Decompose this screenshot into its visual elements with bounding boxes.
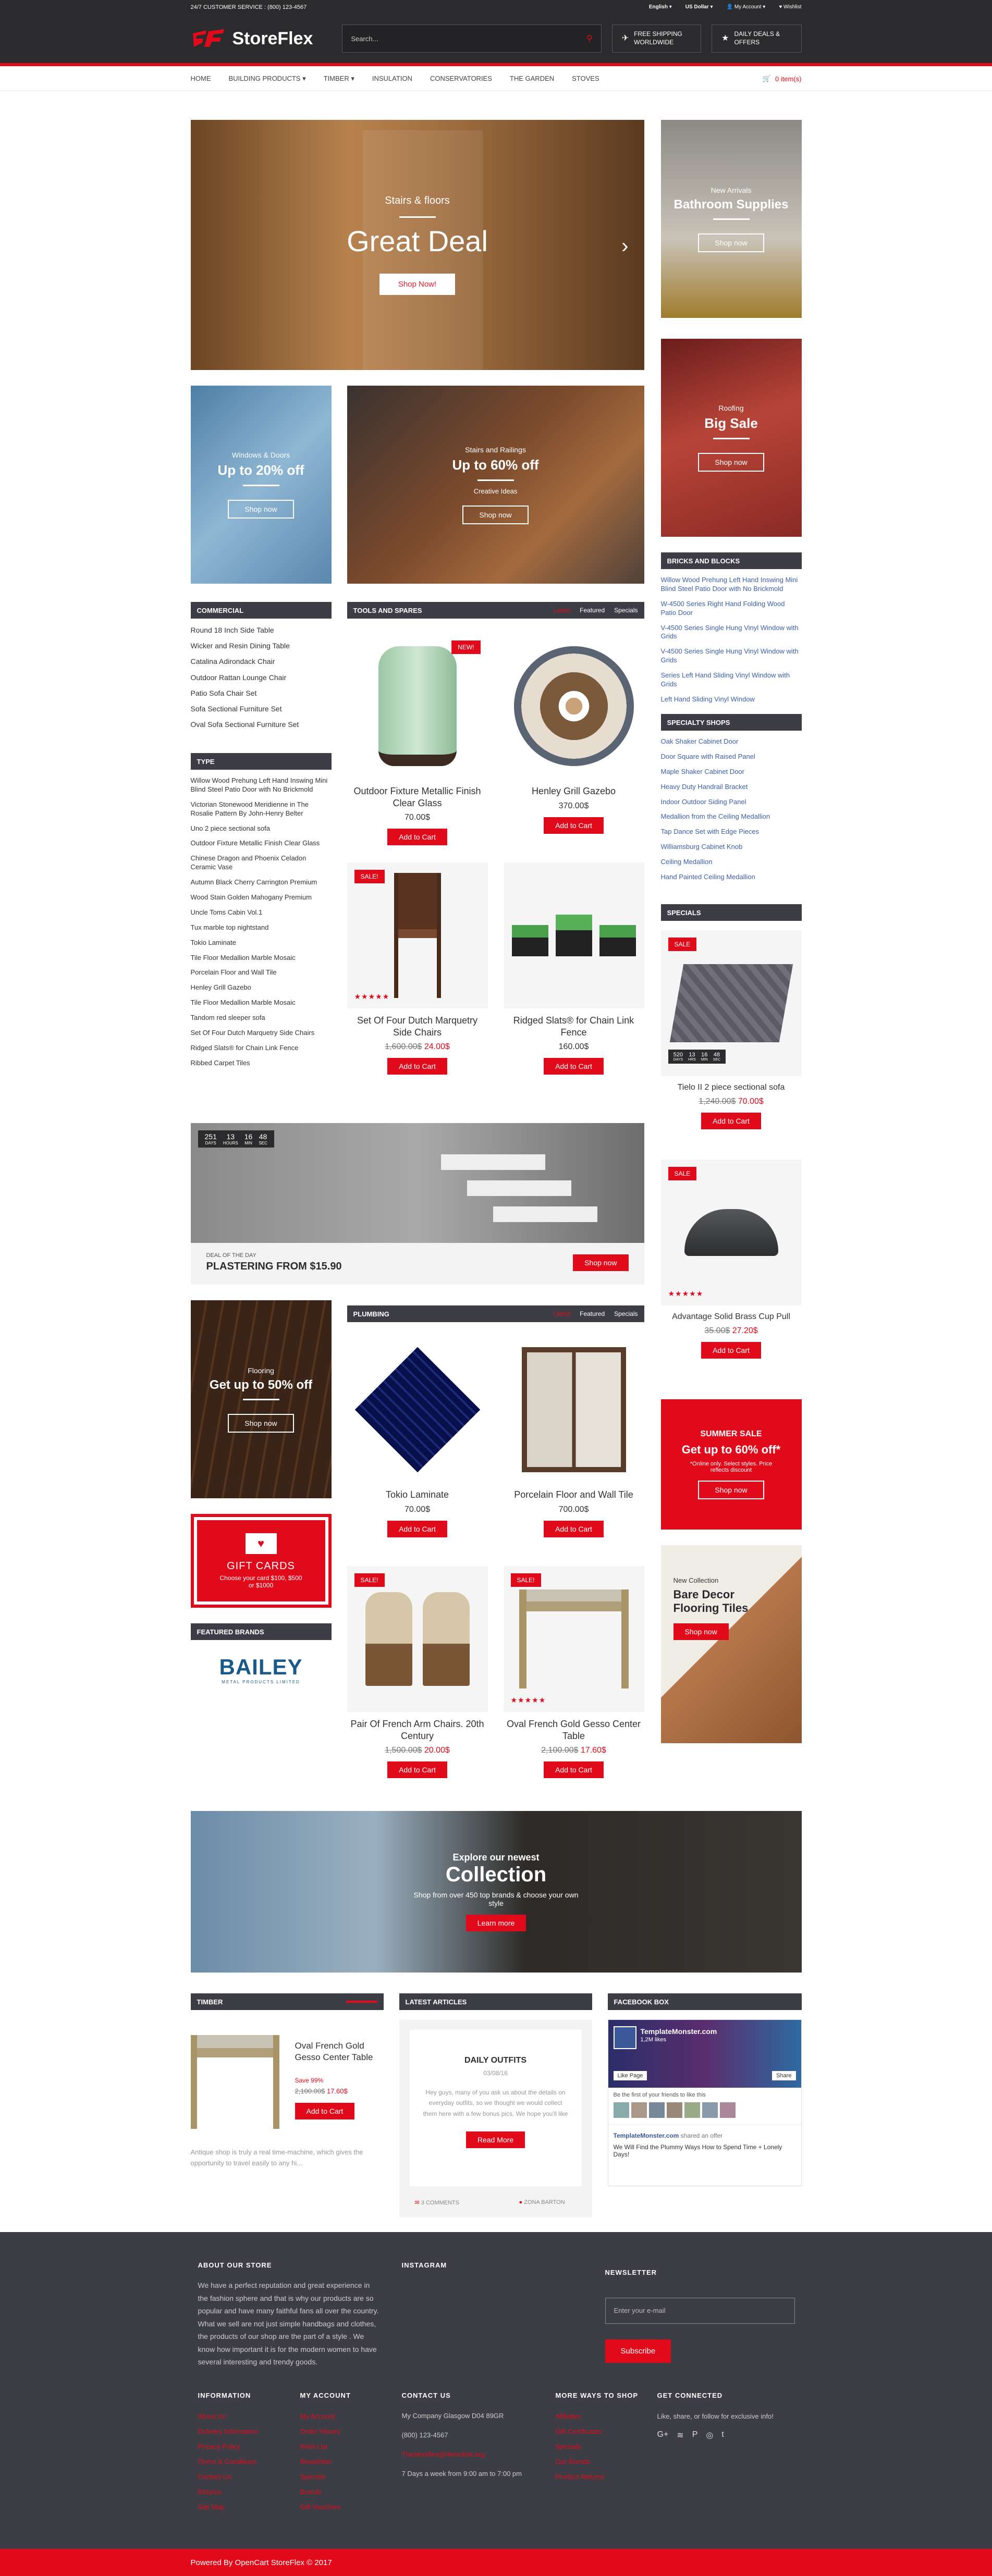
product-price: 35.00$ 27.20$ [704,1326,758,1335]
list-item[interactable]: Tokio Laminate [190,938,236,946]
header [0,14,992,66]
footer-link[interactable]: Our Brands [555,2458,590,2466]
deal-of-the-day: 251 DAYS 13 HOURS 16 MIN 48 SEC DEAL OF THE DAY PLASTERING FROM $15.90 Shop now [191,1123,644,1285]
currency-select[interactable]: US Dollar ▾ [685,4,713,10]
hero-shop-button[interactable]: Shop Now! [379,274,455,295]
product-card [504,1337,644,1537]
add-to-cart-button[interactable]: Add to Cart [544,1761,604,1778]
cart-button[interactable]: 🛒 0 item(s) [762,75,802,83]
add-to-cart-button[interactable]: Add to Cart [544,1521,604,1537]
flooring-shop-button[interactable]: Shop now [228,1414,293,1433]
gift-icon: ♥ [246,1533,277,1554]
tab-latest[interactable]: Latest [553,607,571,614]
footer-link[interactable]: My Account [300,2412,335,2420]
footer-link[interactable]: Returns [198,2488,222,2496]
product-name[interactable]: Ridged Slats® for Chain Link Fence [513,1015,634,1038]
collection-learn-more-button[interactable]: Learn more [466,1915,526,1931]
footer-link[interactable]: Wish List [300,2443,328,2450]
add-to-cart-button[interactable]: Add to Cart [544,817,604,834]
footer-link[interactable]: Specials [555,2443,581,2450]
product-image[interactable] [504,1566,644,1712]
article-card: DAILY OUTFITS 03/08/16 Hey guys, many of you ask us about the details on everyday outfits, so we thought we would collect them here with a few bonus pics. We hope you'll like Read More ✉ 3 COMMENTS ● ZONA BARTON [399,2019,592,2217]
contact-email-link[interactable]: Thestoreflex@demolink.org [401,2450,485,2458]
brand-logo[interactable]: BAILEY METAL PRODUCTS LIMITED [219,1655,303,1684]
commercial-list [191,625,332,735]
star-icon: ★ [721,33,729,43]
add-to-cart-button[interactable]: Add to Cart [387,829,447,845]
list-item[interactable]: Ceiling Medallion [660,858,713,866]
add-to-cart-button[interactable]: Add to Cart [544,1058,604,1075]
list-item[interactable]: V-4500 Series Single Hung Vinyl Window with Grids [660,647,799,664]
list-item[interactable]: V-4500 Series Single Hung Vinyl Window with Grids [660,623,799,640]
bare-shop-button[interactable]: Shop now [673,1623,729,1640]
more-ways-title: MORE WAYS TO SHOP [555,2392,639,2399]
type-header: TYPE [191,753,332,770]
footer-link[interactable]: Site Map [198,2503,225,2511]
newsletter-email-input[interactable]: Enter your e-mail [605,2298,795,2324]
bricks-list [661,576,802,710]
tab-specials[interactable]: Specials [614,607,638,614]
search-input[interactable]: Search... ⚲ [342,24,601,53]
main-content [191,91,802,2228]
list-item[interactable]: Wood Stain Golden Mahogany Premium [190,893,312,902]
list-item[interactable]: Indoor Outdoor Siding Panel [660,797,746,806]
list-item[interactable]: Autumn Black Cherry Carrington Premium [190,878,317,886]
footer-link[interactable]: Gift Vouchers [300,2503,341,2511]
facebook-header: FACEBOOK BOX [608,1993,802,2010]
cart-icon: 🛒 [762,75,771,82]
nav-timber[interactable]: TIMBER ▾ [323,75,354,82]
information-links [198,2412,259,2518]
list-item[interactable]: Oval Sofa Sectional Furniture Set [190,720,299,729]
special-product-1 [661,930,802,1129]
product-card [504,862,644,1075]
language-select[interactable]: English ▾ [648,4,672,10]
sale-badge: SALE! [354,1573,385,1587]
sale-badge: SALE! [354,870,385,883]
get-connected-title: GET CONNECTED [657,2392,723,2399]
top-bar [0,0,992,14]
product-card [347,633,488,845]
information-title: INFORMATION [198,2392,251,2399]
nav-stoves[interactable]: STOVES [572,75,599,82]
my-account-title: MY ACCOUNT [300,2392,351,2399]
like-page-button[interactable]: Like Page [614,2071,647,2080]
list-item[interactable]: Door Square with Raised Panel [660,752,755,760]
share-button[interactable]: Share [772,2071,795,2080]
footer-link[interactable]: Product Returns [555,2473,605,2481]
tab-latest[interactable]: Latest [553,1310,571,1317]
main-nav [0,66,992,91]
countdown-timer: 251 DAYS 13 HOURS 16 MIN 48 SEC [198,1130,274,1148]
sale-badge: SALE [668,938,697,951]
rss-icon[interactable]: ≋ [677,2431,684,2440]
rating-stars: ★★★★★ [668,1289,704,1298]
subscribe-button[interactable]: Subscribe [605,2339,671,2363]
list-item[interactable]: Medallion from the Ceiling Medallion [660,812,770,821]
list-item[interactable]: Patio Sofa Chair Set [190,688,257,697]
about-title: ABOUT OUR STORE [198,2261,272,2269]
copyright-bar [0,2549,992,2576]
twitter-icon[interactable]: t [721,2430,724,2439]
list-item[interactable]: Porcelain Floor and Wall Tile [190,968,277,977]
windows-shop-button[interactable]: Shop now [228,500,293,519]
tab-featured[interactable]: Featured [580,1310,605,1317]
list-item[interactable]: Maple Shaker Cabinet Door [660,767,744,775]
list-item[interactable]: Sofa Sectional Furniture Set [190,704,282,713]
list-item[interactable]: Tap Dance Set with Edge Pieces [660,828,760,836]
product-price: 370.00$ [558,801,589,810]
nav-conservatories[interactable]: CONSERVATORIES [430,75,492,82]
contact-title: CONTACT US [401,2392,451,2399]
bathroom-shop-button[interactable]: Shop now [698,233,764,252]
summer-shop-button[interactable]: Shop now [698,1481,764,1499]
product-price: 160.00$ [558,1042,589,1051]
list-item[interactable]: Ribbed Carpet Tiles [190,1058,250,1067]
add-to-cart-button[interactable]: Add to Cart [701,1113,761,1129]
daily-deals-button[interactable]: ★ DAILY DEALS & OFFERS [712,24,801,53]
product-image[interactable] [504,1337,644,1483]
rating-stars: ★★★★★ [354,992,390,1001]
product-name[interactable]: Advantage Solid Brass Cup Pull [672,1312,790,1321]
footer-link[interactable]: Order History [300,2427,340,2435]
footer-link[interactable]: Affiliates [555,2412,581,2420]
product-image[interactable] [347,633,488,779]
footer-link[interactable]: Privacy Policy [198,2443,240,2450]
nav-insulation[interactable]: INSULATION [372,75,412,82]
list-item[interactable]: Uncle Toms Cabin Vol.1 [190,908,263,916]
nav-home[interactable]: HOME [190,75,211,82]
banner-summer-sale[interactable]: SUMMER SALE Get up to 60% off* *Online only. Select styles. Price reflects discount Shop now [661,1399,802,1530]
commercial-header: COMMERCIAL [191,602,332,619]
banner-stairs[interactable]: Stairs and Railings Up to 60% off Creative Ideas Shop now [347,386,644,584]
product-price: 70.00$ [405,813,430,822]
list-item[interactable]: Victorian Stonewood Meridienne in The Rosalie Pattern By John-Henry Belter [190,800,309,817]
roofing-shop-button[interactable]: Shop now [698,453,764,472]
bricks-header: BRICKS AND BLOCKS [661,552,802,569]
product-image[interactable] [347,1337,488,1483]
product-card [504,1566,644,1778]
search-icon[interactable]: ⚲ [586,34,593,43]
product-price: 1,600.00$ 24.00$ [385,1042,450,1051]
add-to-cart-button[interactable]: Add to Cart [387,1521,447,1537]
list-item[interactable]: Left Hand Sliding Vinyl Window [660,695,755,703]
sale-badge: SALE! [511,1573,541,1587]
newsletter-title: NEWSLETTER [605,2269,657,2276]
footer-link[interactable]: Specials [300,2473,326,2481]
gift-cards-banner[interactable]: ♥ GIFT CARDS Choose your card $100, $500 or $1000 [191,1514,332,1608]
product-name[interactable]: Porcelain Floor and Wall Tile [514,1489,633,1500]
copyright-text: Powered By OpenCart StoreFlex © 2017 [190,2558,332,2567]
featured-brands-header: FEATURED BRANDS [191,1623,332,1640]
list-item[interactable]: Hand Painted Ceiling Medallion [660,873,755,881]
my-account-links [300,2412,341,2518]
article-title[interactable]: DAILY OUTFITS [464,2056,527,2065]
list-item[interactable]: W-4500 Series Right Hand Folding Wood Patio Door [660,599,785,617]
banner-flooring[interactable]: Flooring Get up to 50% off Shop now [191,1300,332,1498]
customer-service-text: 24/7 CUSTOMER SERVICE : (800) 123-4567 [190,4,307,10]
tools-header: TOOLS AND SPARES Latest Featured Specials [347,602,644,619]
product-image[interactable] [504,862,644,1008]
banner-bathroom[interactable]: New Arrivals Bathroom Supplies Shop now [661,120,802,318]
add-to-cart-button[interactable]: Add to Cart [387,1058,447,1075]
product-name[interactable]: Outdoor Fixture Metallic Finish Clear Glass [353,786,481,808]
product-name[interactable]: Set Of Four Dutch Marquetry Side Chairs [357,1015,478,1038]
product-image[interactable] [347,1566,488,1712]
user-icon: ● [519,2199,523,2205]
list-item[interactable]: Oak Shaker Cabinet Door [660,737,739,745]
product-price: 70.00$ [405,1505,430,1514]
specialty-list [661,737,802,888]
banner-bare-decor[interactable]: New Collection Bare Decor Flooring Tiles Shop now [661,1545,802,1743]
product-name[interactable]: Oval French Gold Gesso Center Table [295,2041,373,2063]
hero-slider[interactable]: Stairs & floors Great Deal Shop Now! › [191,120,644,370]
type-list [191,777,332,1074]
sale-badge: SALE [668,1167,697,1180]
list-item[interactable]: Outdoor Fixture Metallic Finish Clear Glass [190,839,320,847]
list-item[interactable]: Willow Wood Prehung Left Hand Inswing Mini Blind Steel Patio Door with No Brickmold [660,576,798,593]
plumbing-header: PLUMBING Latest Featured Specials [347,1305,644,1322]
product-image[interactable] [661,930,802,1076]
deal-shop-button[interactable]: Shop now [573,1254,628,1271]
add-to-cart-button[interactable]: Add to Cart [387,1761,447,1778]
facebook-widget[interactable]: TemplateMonster.com 1,2M likes Like Page Share Be the first of your friends to like this TemplateMonster.com shared an offer We Will Find the Plummy Ways How to Spend Time + Lonely Days! [608,2019,802,2186]
list-item[interactable]: Tux marble top nightstand [190,923,269,931]
footer-link[interactable]: Newsletter [300,2458,332,2466]
stairs-shop-button[interactable]: Shop now [462,506,528,524]
list-item[interactable]: Tile Floor Medallion Marble Mosaic [190,999,296,1007]
list-item[interactable]: Willow Wood Prehung Left Hand Inswing Mini Blind Steel Patio Door with No Brickmold [190,777,328,793]
tab-featured[interactable]: Featured [580,607,605,614]
list-item[interactable]: Tile Floor Medallion Marble Mosaic [190,953,296,962]
rating-stars: ★★★★★ [510,1696,546,1704]
add-to-cart-button[interactable]: Add to Cart [295,2103,355,2119]
product-price: 700.00$ [558,1505,589,1514]
comments-icon: ✉ [414,2200,420,2206]
my-account-link[interactable]: 👤 My Account ▾ [726,4,766,10]
footer-link[interactable]: About Us [198,2412,226,2420]
product-card [504,633,644,834]
new-badge: NEW! [451,640,480,654]
list-item[interactable]: Series Left Hand Sliding Vinyl Window with Grids [660,671,790,688]
list-item[interactable]: Williamsburg Cabinet Knob [660,843,743,851]
footer: ABOUT OUR STORE We have a perfect reputation and great experience in the fashion sphere and that is why our products are so popular and have many faithful fans all over the country. What we sell are not just simple handbags and clothes, the products of our shop are the part of a style . We know how important it is for the modern women to have several interesting and trendy goods. INSTAGRAM NEWSLETTER Enter your e-mail Subscribe INFORMATION About Us Delivery Information Privacy Policy Terms & Conditions Contact Us Returns Site Map MY ACCOUNT My Account Order History Wish List Newsletter Specials Brands Gift Vouchers CONTACT US My Company Glasgow D04 89GR (800) 123-4567 Thestoreflex@demolink.org 7 Days a week from 9:00 am to 7:00 pm MORE WAYS TO SHOP Affiliates Gift Certificates Specials Our Brands Product Returns GET CONNECTED Like, share, or follow for exclusive info! G+ ≋ P ◎ t [0,2232,992,2549]
countdown-timer: 520 DAYS 13 HRS 16 MIN 48 SEC [668,1050,726,1064]
list-item[interactable]: Set Of Four Dutch Marquetry Side Chairs [190,1029,315,1037]
product-card [347,862,488,1075]
timber-header: TIMBER [191,1993,384,2010]
product-price: 1,240.00$ 70.00$ [699,1097,764,1106]
footer-link[interactable]: Terms & Conditions [198,2458,257,2466]
articles-header: LATEST ARTICLES [399,1993,592,2010]
banner-windows[interactable]: Windows & Doors Up to 20% off Shop now [191,386,332,584]
list-item[interactable]: Heavy Duty Handrail Bracket [660,782,748,791]
banner-collection[interactable]: Explore our newest Collection Shop from over 450 top brands & choose your own style Learn more [191,1811,802,1973]
list-item[interactable]: Henley Grill Gazebo [190,983,251,992]
instagram-title: INSTAGRAM [401,2261,447,2269]
product-name[interactable]: Pair Of French Arm Chairs. 20th Century [350,1719,484,1741]
specialty-header: SPECIALTY SHOPS [661,714,802,731]
product-image[interactable] [191,2035,279,2129]
list-item[interactable]: Uno 2 piece sectional sofa [190,824,270,832]
product-name[interactable]: Henley Grill Gazebo [531,786,616,796]
logo-mark-icon [191,28,227,49]
product-image[interactable] [347,862,488,1008]
product-image[interactable] [661,1160,802,1305]
product-image[interactable] [504,633,644,779]
timber-product: Oval French Gold Gesso Center Table Save 99% 2,100.00$ 17.60$ Add to Cart Antique shop is truly a real time-machine, which gives the opportunity to travel easily to any hi... [191,2019,384,2176]
list-item[interactable]: Wicker and Resin Dining Table [190,642,290,650]
list-item[interactable]: Chinese Dragon and Phoenix Celadon Ceramic Vase [190,854,307,871]
product-name[interactable]: Tokio Laminate [385,1489,449,1500]
wishlist-link[interactable]: ♥ Wishlist [779,4,802,10]
footer-link[interactable]: Brands [300,2488,322,2496]
list-item[interactable]: Catalina Adirondack Chair [190,657,275,666]
tab-specials[interactable]: Specials [614,1310,638,1317]
product-name[interactable]: Oval French Gold Gesso Center Table [506,1719,641,1741]
read-more-button[interactable]: Read More [466,2131,525,2148]
specials-header: SPECIALS [661,904,802,921]
pinterest-icon[interactable]: P [692,2430,698,2439]
nav-the-garden[interactable]: THE GARDEN [509,75,555,82]
add-to-cart-button[interactable]: Add to Cart [701,1342,761,1359]
footer-link[interactable]: Delivery Information [198,2427,259,2435]
list-item[interactable]: Ridged Slats® for Chain Link Fence [190,1043,299,1052]
footer-link[interactable]: Gift Certificates [555,2427,602,2435]
nav-building-products[interactable]: BUILDING PRODUCTS ▾ [228,75,306,82]
banner-roofing[interactable]: Roofing Big Sale Shop now [661,339,802,537]
product-card [347,1566,488,1778]
product-price: 1,500.00$ 20.00$ [385,1746,450,1755]
instagram-icon[interactable]: ◎ [706,2431,714,2440]
list-item[interactable]: Tandom red sleeper sofa [190,1014,265,1022]
logo[interactable]: StoreFlex [191,28,342,49]
product-card [347,1337,488,1537]
free-shipping-button[interactable]: ✈ FREE SHIPPING WORLDWIDE [612,24,701,53]
list-item[interactable]: Round 18 Inch Side Table [190,626,274,634]
more-ways-links [556,2412,605,2488]
special-product-2 [661,1160,802,1359]
truck-icon: ✈ [621,33,629,43]
slider-next-icon[interactable]: › [621,235,629,257]
list-item[interactable]: Outdoor Rattan Lounge Chair [190,673,287,682]
google-plus-icon[interactable]: G+ [657,2430,669,2439]
footer-link[interactable]: Contact Us [198,2473,231,2481]
product-name[interactable]: Tielo II 2 piece sectional sofa [677,1083,785,1092]
product-price: 2,100.00$ 17.60$ [541,1746,606,1755]
